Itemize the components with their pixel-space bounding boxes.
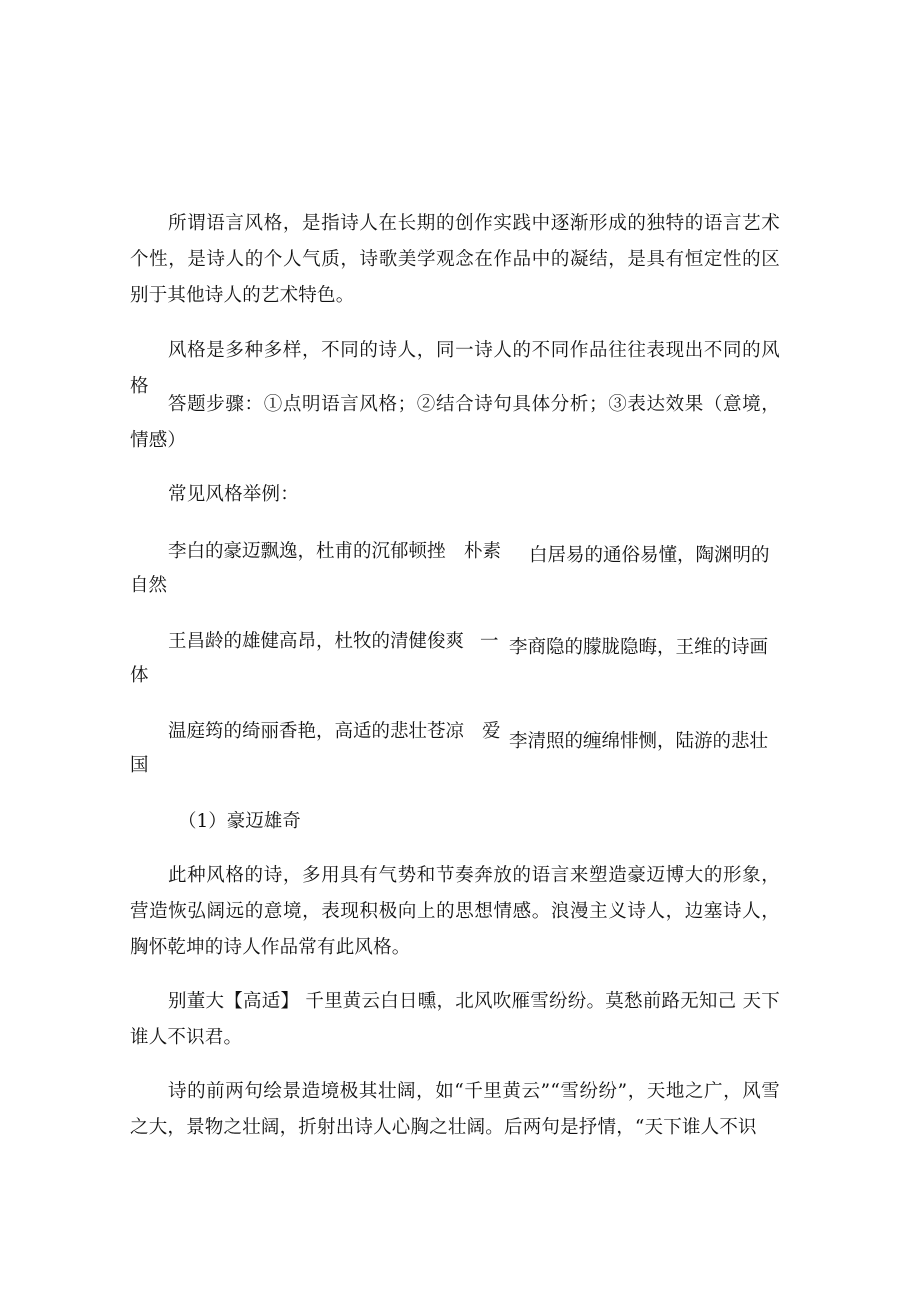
paragraph-examples-heading: 常见风格举例： xyxy=(168,484,299,505)
paragraph-poem-analysis: 诗的前两句绘景造境极其壮阔，如“千里黄云”“雪纷纷”，天地之广，风雪之大，景物之壮阔，折射出诗人心胸之壮阔。后两句是抒情，“天下谁人不识 xyxy=(130,1081,780,1138)
paragraph-variety: 风格是多种多样，不同的诗人，同一诗人的不同作品往往表现出不同的风格 xyxy=(130,340,780,397)
example-3-mid: 爱 xyxy=(482,721,501,742)
example-2-continued: 体 xyxy=(130,665,149,686)
example-3-left: 温庭筠的绮丽香艳，高适的悲壮苍凉 xyxy=(168,721,465,742)
paragraph-poem-bie-dongda: 别董大【高适】 千里黄云白日曛，北风吹雁雪纷纷。莫愁前路无知己 天下谁人不识君。 xyxy=(130,991,780,1048)
paragraph-haomai-description: 此种风格的诗，多用具有气势和节奏奔放的语言来塑造豪迈博大的形象，营造恢弘阔远的意境，表现积极向上的思想情感。浪漫主义诗人，边塞诗人，胸怀乾坤的诗人作品常有此风格。 xyxy=(130,865,780,958)
example-1-right: 白居易的通俗易懂，陶渊明的 xyxy=(529,545,770,566)
example-2-right: 李商隐的朦胧隐晦，王维的诗画 xyxy=(509,637,769,658)
section-heading-haomai: （1）豪迈雄奇 xyxy=(178,811,301,832)
example-1-continued: 自然 xyxy=(130,575,168,596)
paragraph-definition: 所谓语言风格，是指诗人在长期的创作实践中逐渐形成的独特的语言艺术个性，是诗人的个人气质，诗歌美学观念在作品中的凝结，是具有恒定性的区别于其他诗人的艺术特色。 xyxy=(130,213,780,306)
paragraph-answer-steps: 答题步骤：①点明语言风格；②结合诗句具体分析；③表达效果（意境，情感） xyxy=(130,394,780,451)
example-3-continued: 国 xyxy=(130,755,149,776)
example-1-mid: 朴素 xyxy=(464,541,502,562)
example-2-left: 王昌龄的雄健高昂，杜牧的清健俊爽 xyxy=(168,631,465,652)
example-1-left: 李白的豪迈飘逸，杜甫的沉郁顿挫 xyxy=(168,541,446,562)
example-3-right: 李清照的缠绵悱恻，陆游的悲壮 xyxy=(509,731,769,752)
example-2-mid: 一 xyxy=(480,631,499,652)
